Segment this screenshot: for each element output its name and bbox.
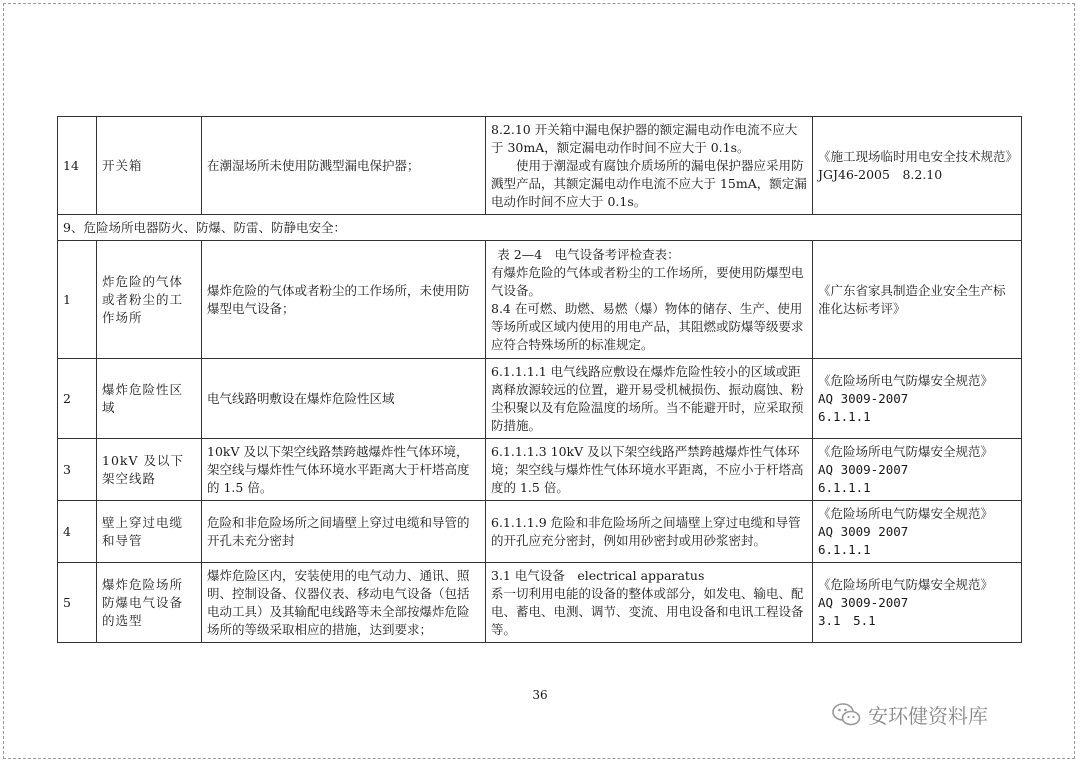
row-number: 3 — [58, 439, 97, 501]
table-row — [58, 241, 1022, 359]
table-row — [58, 501, 1022, 563]
basis-line: AQ 3009-2007 — [818, 461, 909, 477]
requirement-line: 有爆炸危险的气体或者粉尘的工作场所，要使用防爆型电气设备。 — [491, 264, 804, 298]
requirement-text — [486, 241, 813, 359]
row-number: 4 — [58, 501, 97, 563]
requirement-line: 系一切利用电能的设备的整体或部分，如发电、输电、配电、蓄电、电测、调节、变流、用电设备和电讯工程设备等。 — [491, 585, 804, 637]
basis-text — [813, 359, 1022, 439]
table-row — [58, 359, 1022, 439]
issue-text: 10kV 及以下架空线路禁跨越爆炸性气体环境，架空线与爆炸性气体环境水平距离大于杆塔高度的 1.5 倍。 — [202, 439, 486, 501]
section-heading: 9、危险场所电器防火、防爆、防雷、防静电安全： — [58, 215, 1022, 241]
requirement-line: 使用于潮湿或有腐蚀介质场所的漏电保护器应采用防溅型产品，其额定漏电动作电流不应大于 15mA，额定漏电动作时间不应大于 0.1s。 — [491, 157, 807, 209]
requirement-line: 表 2—4 电气设备考评检查表： — [497, 246, 680, 262]
basis-text: 《施工现场临时用电安全技术规范》JGJ46-2005 8.2.10 — [813, 117, 1022, 215]
table-row — [58, 117, 1022, 215]
wechat-icon — [832, 702, 862, 728]
issue-text: 在潮湿场所未使用防溅型漏电保护器； — [202, 117, 486, 215]
basis-line: 《危险场所电气防爆安全规范》 — [818, 443, 994, 459]
basis-text — [813, 563, 1022, 643]
basis-line: AQ 3009-2007 — [818, 390, 909, 406]
item-name: 10kV 及以下架空线路 — [97, 439, 202, 501]
requirement-text — [486, 563, 813, 643]
inspection-table — [57, 116, 1022, 643]
item-name: 壁上穿过电缆和导管 — [97, 501, 202, 563]
watermark-text: 安环健资料库 — [868, 704, 988, 728]
row-number: 5 — [58, 563, 97, 643]
requirement-text: 6.1.1.1.3 10kV 及以下架空线路严禁跨越爆炸性气体环境；架空线与爆炸性气体环境水平距离，不应小于杆塔高度的 1.5 倍。 — [486, 439, 813, 501]
table-row — [58, 563, 1022, 643]
row-number: 1 — [58, 241, 97, 359]
item-name: 爆炸危险场所防爆电气设备的选型 — [97, 563, 202, 643]
requirement-line: 8.4 在可燃、助燃、易燃（爆）物体的储存、生产、使用等场所或区域内使用的用电产品，其阻燃或防爆等级要求应符合特殊场所的标准规定。 — [491, 300, 804, 352]
item-name: 开关箱 — [97, 117, 202, 215]
basis-line: 6.1.1.1 — [818, 541, 871, 557]
basis-line: 3.1 5.1 — [818, 612, 876, 628]
basis-line: 《危险场所电气防爆安全规范》 — [818, 505, 994, 521]
item-name: 爆炸危险性区域 — [97, 359, 202, 439]
basis-line: 6.1.1.1 — [818, 408, 871, 424]
basis-text — [813, 501, 1022, 563]
requirement-text: 6.1.1.1.1 电气线路应敷设在爆炸危险性较小的区域或距离释放源较远的位置，避开易受机械损伤、振动腐蚀、粉尘积聚以及有危险温度的场所。当不能避开时，应采取预防措施。 — [486, 359, 813, 439]
basis-line: AQ 3009 2007 — [818, 523, 909, 539]
requirement-line: 3.1 电气设备 electrical apparatus — [491, 567, 705, 583]
basis-text: 《广东省家具制造企业安全生产标准化达标考评》 — [813, 241, 1022, 359]
basis-text — [813, 439, 1022, 501]
section-row — [58, 215, 1022, 241]
basis-line: 6.1.1.1 — [818, 479, 871, 495]
issue-text: 电气线路明敷设在爆炸危险性区域 — [202, 359, 486, 439]
issue-text: 危险和非危险场所之间墙壁上穿过电缆和导管的开孔未充分密封 — [202, 501, 486, 563]
item-name: 炸危险的气体或者粉尘的工作场所 — [97, 241, 202, 359]
basis-line: AQ 3009-2007 — [818, 594, 909, 610]
requirement-text: 6.1.1.1.9 危险和非危险场所之间墙壁上穿过电缆和导管的开孔应充分密封，例如用砂密封或用砂浆密封。 — [486, 501, 813, 563]
basis-line: 《危险场所电气防爆安全规范》 — [818, 372, 994, 388]
row-number: 14 — [58, 117, 97, 215]
row-number: 2 — [58, 359, 97, 439]
table-row — [58, 439, 1022, 501]
watermark — [832, 700, 988, 729]
basis-line: 《危险场所电气防爆安全规范》 — [818, 576, 994, 592]
page-number: 36 — [532, 688, 548, 702]
requirement-text — [486, 117, 813, 215]
issue-text: 爆炸危险的气体或者粉尘的工作场所，未使用防爆型电气设备； — [202, 241, 486, 359]
requirement-line: 8.2.10 开关箱中漏电保护器的额定漏电动作电流不应大于 30mA，额定漏电动作时间不应大于 0.1s。 — [491, 121, 798, 155]
issue-text: 爆炸危险区内，安装使用的电气动力、通讯、照明、控制设备、仪器仪表、移动电气设备（包括电动工具）及其输配电线路等未全部按爆炸危险场所的等级采取相应的措施，达到要求； — [202, 563, 486, 643]
